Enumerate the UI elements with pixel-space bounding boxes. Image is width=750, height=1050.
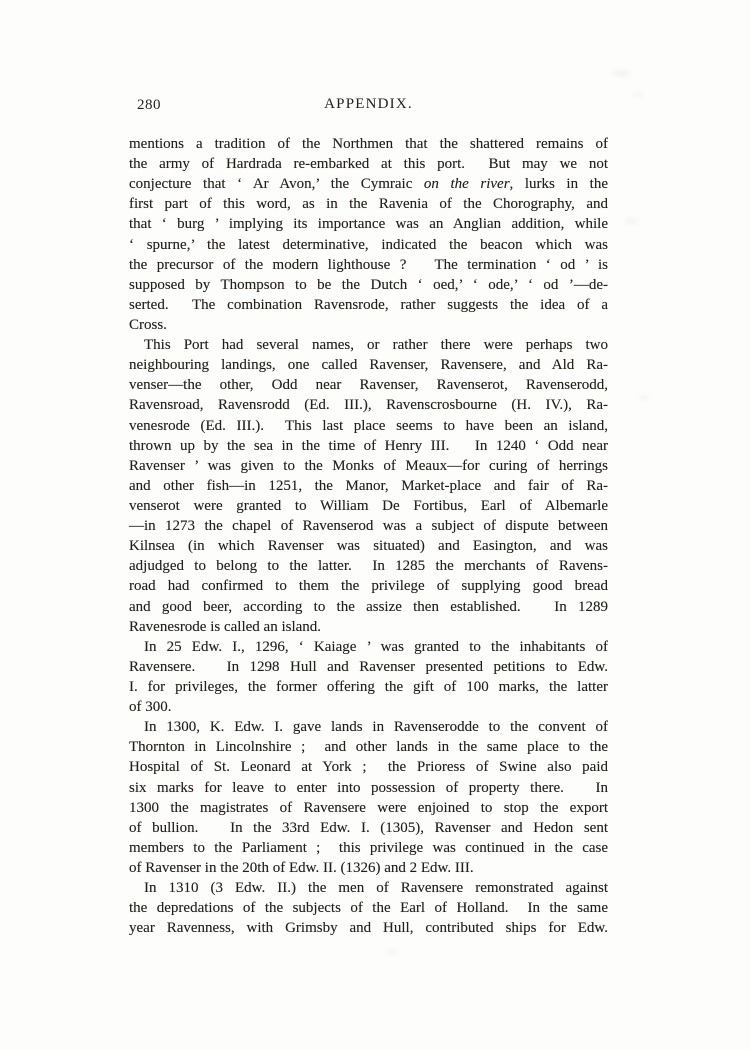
text-line: Kilnsea (in which Ravenser was situated) and Easington, and was xyxy=(129,538,608,555)
text-line: venesrode (Ed. III.). This last place seems to have been an island, xyxy=(129,417,608,434)
text-line: members to the Parliament ; this privilege was continued in the case xyxy=(129,839,608,856)
text-line: road had confirmed to them the privilege of supplying good bread xyxy=(129,578,608,595)
text-line: and good beer, according to the assize then established. In 1289 xyxy=(129,598,608,615)
text-line: the army of Hardrada re-embarked at this port. But may we not xyxy=(129,156,608,173)
text-line: In 1300, K. Edw. I. gave lands in Ravenserodde to the convent of xyxy=(144,719,608,736)
text-line: In 25 Edw. I., 1296, ‘ Kaiage ’ was granted to the inhabitants of xyxy=(144,638,608,655)
text-line xyxy=(129,174,608,194)
text-line: This Port had several names, or rather there were perhaps two xyxy=(144,337,608,354)
paragraph xyxy=(129,134,608,335)
text-line: Ravensroad, Ravensrodd (Ed. III.), Ravenscrosbourne (H. IV.), Ra- xyxy=(129,397,608,414)
text-line: supposed by Thompson to be the Dutch ‘ oed,’ ‘ ode,’ ‘ od ’—de- xyxy=(129,276,608,293)
text-line: Cross. xyxy=(129,316,167,333)
text-segment: conjecture that ‘ Ar Avon,’ the Cymraic xyxy=(129,176,424,193)
page-number: 280 xyxy=(137,97,161,113)
scan-smudge xyxy=(384,950,400,954)
text-line: Ravenser ’ was given to the Monks of Meaux—for curing of herrings xyxy=(129,457,608,474)
text-line: year Ravenness, with Grimsby and Hull, contributed ships for Edw. xyxy=(129,920,608,937)
text-block xyxy=(129,134,608,938)
running-header-title: APPENDIX. xyxy=(324,96,413,112)
text-line: mentions a tradition of the Northmen that the shattered remains of xyxy=(129,136,608,152)
text-line: of bullion. In the 33rd Edw. I. (1305), Ravenser and Hedon sent xyxy=(129,819,608,836)
paragraph xyxy=(129,637,608,717)
text-line: neighbouring landings, one called Ravenser, Ravensere, and Ald Ra- xyxy=(129,357,608,374)
italic-phrase: on the river xyxy=(423,176,510,193)
text-line: Thornton in Lincolnshire ; and other lands in the same place to the xyxy=(129,739,608,756)
scan-smudge xyxy=(639,395,650,400)
paragraph xyxy=(129,878,608,938)
text-line: serted. The combination Ravensrode, rather suggests the idea of a xyxy=(129,296,608,313)
text-line: and other fish—in 1251, the Manor, Market-place and fair of Ra- xyxy=(129,477,608,494)
text-line: ‘ spurne,’ the latest determinative, indicated the beacon which was xyxy=(129,236,608,253)
text-line: the depredations of the subjects of the Earl of Holland. In the same xyxy=(129,900,608,917)
text-segment: , lurks in the xyxy=(509,176,608,193)
text-line: 1300 the magistrates of Ravensere were enjoined to stop the export xyxy=(129,799,608,816)
text-line: of 300. xyxy=(129,699,172,716)
scan-smudge xyxy=(632,92,644,97)
scan-smudge xyxy=(612,70,630,77)
paragraph xyxy=(129,717,608,878)
text-line: the precursor of the modern lighthouse ? The termination ‘ od ’ is xyxy=(129,256,608,273)
text-line: adjudged to belong to the latter. In 1285 the merchants of Ravens- xyxy=(129,558,608,575)
text-line: Ravenesrode is called an island. xyxy=(129,618,322,635)
text-line: venserot were granted to William De Fortibus, Earl of Albemarle xyxy=(129,497,608,514)
text-line: six marks for leave to enter into possession of property there. In xyxy=(129,779,608,796)
text-line: Ravensere. In 1298 Hull and Ravenser presented petitions to Edw. xyxy=(129,658,608,675)
paragraph xyxy=(129,335,608,637)
text-line: —in 1273 the chapel of Ravenserod was a subject of dispute between xyxy=(129,518,608,535)
text-line: thrown up by the sea in the time of Henry III. In 1240 ‘ Odd near xyxy=(129,437,608,454)
text-line: I. for privileges, the former offering the gift of 100 marks, the latter xyxy=(129,678,608,695)
scan-smudge xyxy=(624,218,639,224)
text-line: of Ravenser in the 20th of Edw. II. (1326) and 2 Edw. III. xyxy=(129,859,474,876)
text-line: Hospital of St. Leonard at York ; the Prioress of Swine also paid xyxy=(129,759,608,776)
text-line: venser—the other, Odd near Ravenser, Ravenserot, Ravenserodd, xyxy=(129,377,608,394)
text-line: first part of this word, as in the Ravenia of the Chorography, and xyxy=(129,196,608,213)
text-line: that ‘ burg ’ implying its importance was an Anglian addition, while xyxy=(129,216,608,233)
text-line: In 1310 (3 Edw. II.) the men of Ravensere remonstrated against xyxy=(144,880,608,897)
